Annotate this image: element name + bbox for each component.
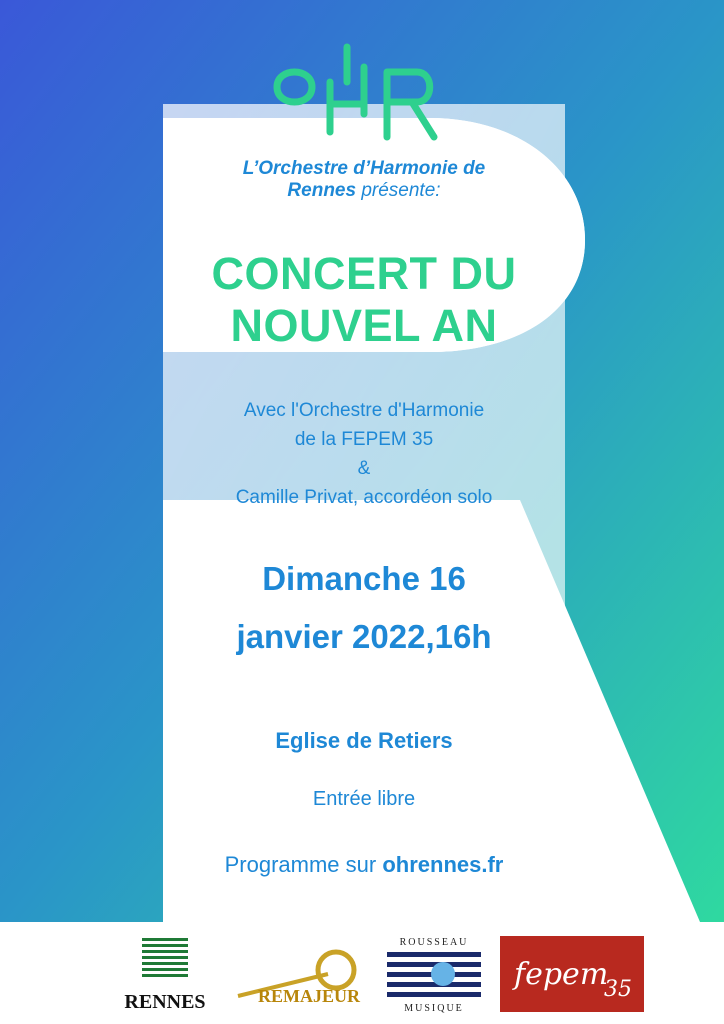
lineup-line1: Avec l'Orchestre d'Harmonie [243,400,485,421]
remajeur-label: REMAJEUR [258,986,360,1006]
concert-date [163,550,565,666]
program-prefix: Programme sur [224,852,383,877]
rousseau-bottom: MUSIQUE [404,1003,464,1014]
fepem-logo [500,936,644,1012]
presenter-name: Rennes [287,180,357,201]
presenter-suffix: présente: [356,180,441,201]
lineup [163,396,565,512]
venue: Eglise de Retiers [275,728,453,753]
program-link[interactable]: ohrennes.fr [382,852,504,877]
date-line1: Dimanche 16 [262,560,466,597]
title-line2: NOUVEL AN [230,300,498,351]
program-line [163,852,565,878]
fepem-label: fepem [514,957,609,992]
concert-title [163,248,565,352]
lineup-line3: & [357,458,371,479]
lineup-line4: Camille Privat, accordéon solo [235,487,493,508]
rennes-logo [120,936,210,1016]
date-line2: janvier 2022,16h [236,618,492,655]
lineup-line2: de la FEPEM 35 [294,429,434,450]
remajeur-logo [228,934,368,1014]
sponsor-footer [0,922,724,1024]
rennes-label: RENNES [124,991,206,1013]
rousseau-logo [385,936,483,1016]
rousseau-top: ROUSSEAU [399,937,469,948]
entry-info: Entrée libre [312,788,416,810]
presenter-line1: L’Orchestre d’Harmonie de [242,158,486,179]
ohr-logo [272,42,442,152]
title-line1: CONCERT DU [211,248,517,299]
presenter-line [163,158,565,202]
fepem-number: 35 [604,977,632,1002]
